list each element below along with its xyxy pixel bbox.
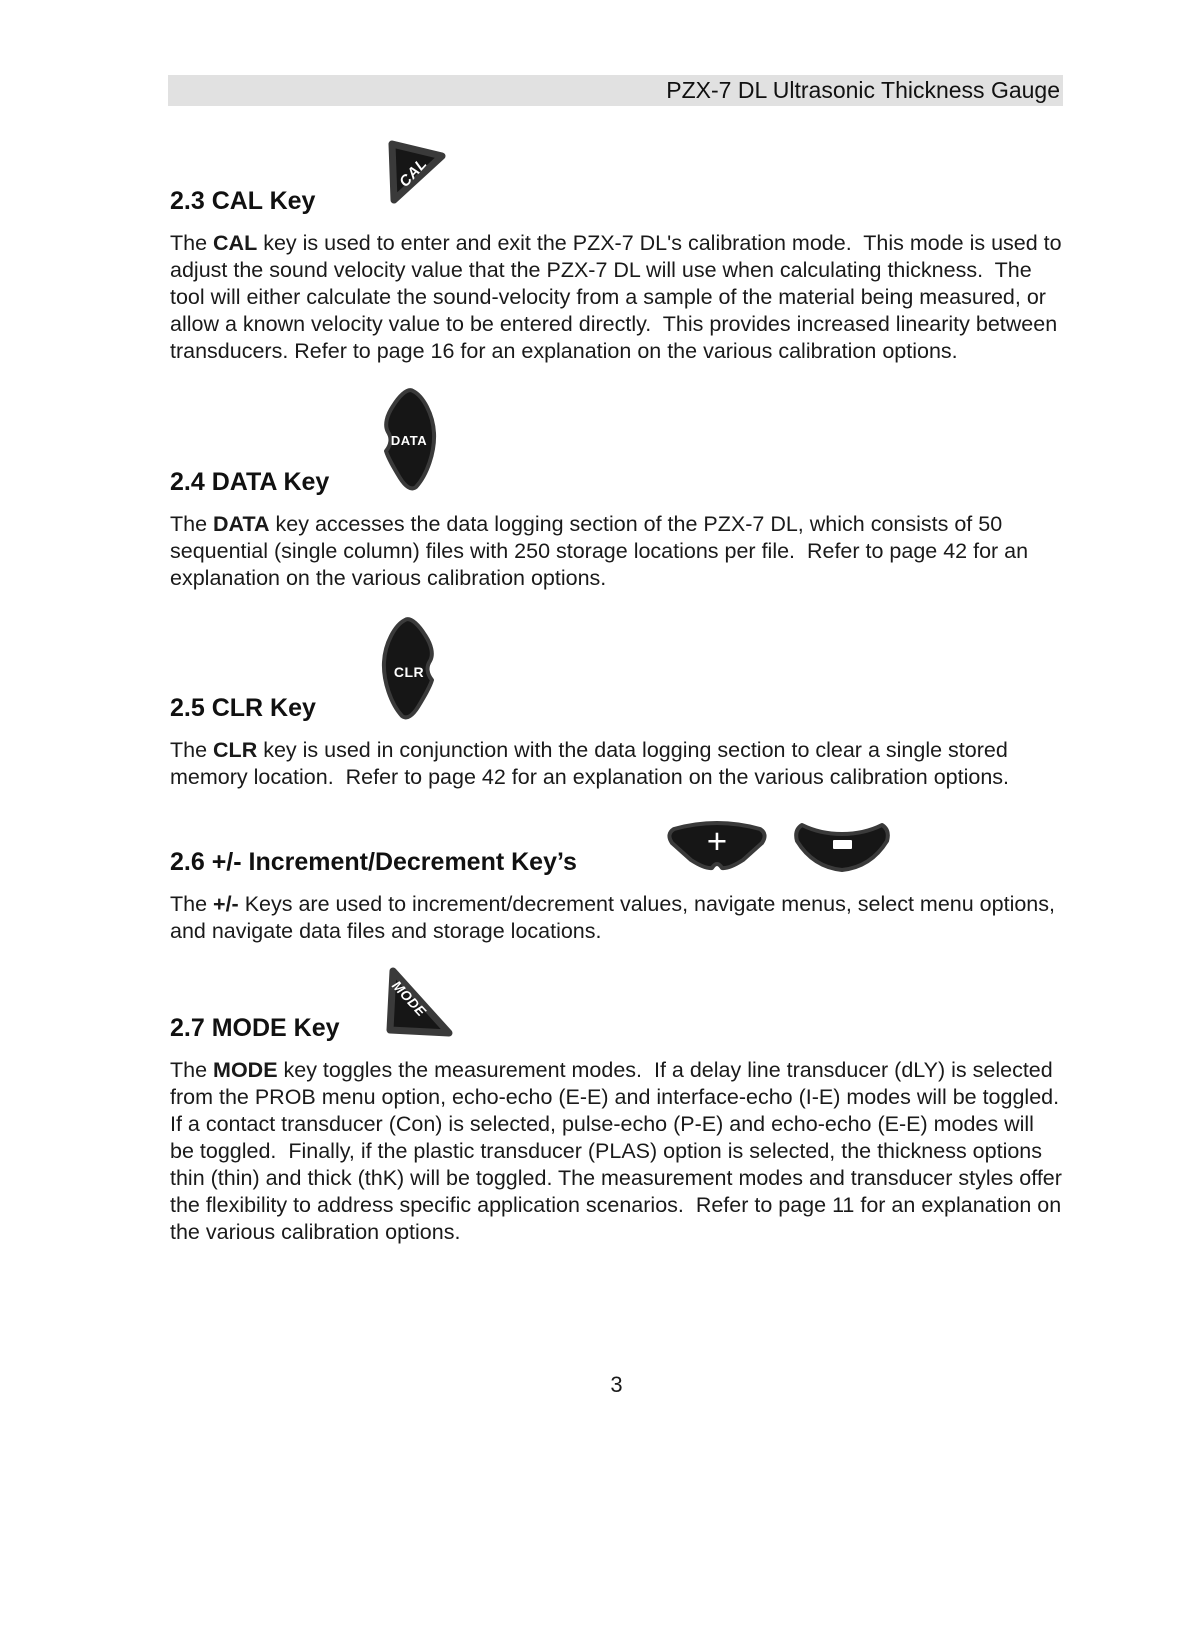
minus-key-shape (792, 817, 892, 873)
data-key-label: DATA (390, 433, 428, 448)
key-term-bold: DATA (213, 512, 270, 536)
paragraph-lead: The (170, 512, 214, 536)
section-heading: 2.7 MODE Key (170, 1014, 340, 1042)
section-cal-key (170, 136, 1068, 365)
section-data-key (170, 388, 1063, 592)
cal-key-icon (385, 137, 449, 207)
clr-key-icon (378, 616, 440, 720)
paragraph-text: Keys are used to increment/decrement values, navigate menus, select menu options, and navigate data files and storage locations. (170, 892, 1061, 943)
paragraph-lead: The (170, 1058, 214, 1082)
section-heading: 2.5 CLR Key (170, 694, 316, 722)
clr-key-label: CLR (393, 664, 425, 680)
section-heading: 2.6 +/- Increment/Decrement Key’s (170, 848, 577, 876)
minus-key-icon (792, 817, 892, 873)
section-paragraph (170, 511, 1063, 592)
key-term-bold: +/- (213, 892, 239, 916)
key-term-bold: CAL (213, 231, 258, 255)
minus-glyph (833, 840, 852, 849)
paragraph-text: key is used to enter and exit the PZX-7 DL's calibration mode. This mode is used to adjust the sound velocity value that the PZX-7 DL will use when calculating thickness. The tool will either calculate the sound-velocity from a sample of the material being measured, or allow a known velocity value to be entered directly. This provides increased linearity between transducers. Refer to page 16 for an explanation on the various calibration options. (170, 231, 1068, 363)
header-title: PZX-7 DL Ultrasonic Thickness Gauge (666, 77, 1060, 103)
section-heading: 2.4 DATA Key (170, 468, 330, 496)
paragraph-text: key toggles the measurement modes. If a delay line transducer (dLY) is selected from the PROB menu option, echo-echo (E-E) and interface-echo (I-E) modes will be toggled. If a contact transducer (Con) is selected, pulse-echo (P-E) and echo-echo (E-E) modes will be toggled. Finally, if the plastic transducer (PLAS) option is selected, the thickness options thin (thin) and thick (thK) will be toggled. The measurement modes and transducer styles offer the flexibility to address specific application scenarios. Refer to page 11 for an explanation on the various calibration options. (170, 1058, 1072, 1244)
section-incdec-heading-row (170, 815, 1063, 877)
paragraph-lead: The (170, 231, 214, 255)
section-paragraph (170, 1057, 1072, 1246)
section-mode-heading-row (170, 963, 1063, 1043)
paragraph-text: key accesses the data logging section of the PZX-7 DL, which consists of 50 sequential (single column) files with 250 storage locations per file. Refer to page 42 for an explanation on the various calibration options. (170, 512, 1035, 590)
data-key-icon (378, 388, 440, 491)
paragraph-text: key is used in conjunction with the data logging section to clear a single stored memory location. Refer to page 42 for an explanation on the various calibration options. (170, 738, 1014, 789)
page-number: 3 (610, 1372, 623, 1397)
section-increment-decrement-keys (170, 815, 1063, 945)
page-footer (170, 1372, 1063, 1398)
page-content (0, 136, 1072, 1398)
section-paragraph (170, 891, 1063, 945)
plus-key-label: + (706, 822, 728, 861)
section-cal-heading-row (170, 136, 1063, 216)
mode-key-icon (385, 965, 455, 1038)
section-heading: 2.3 CAL Key (170, 187, 316, 215)
section-clr-key (170, 613, 1063, 791)
section-data-heading-row (170, 388, 1063, 497)
section-clr-heading-row (170, 613, 1063, 723)
paragraph-lead: The (170, 892, 214, 916)
minus-key-label (792, 873, 793, 874)
key-term-bold: MODE (213, 1058, 278, 1082)
section-paragraph (170, 230, 1068, 365)
paragraph-lead: The (170, 738, 214, 762)
plus-key-icon (665, 815, 769, 873)
mode-key-label: MODE (389, 978, 429, 1020)
cal-key-label: CAL (396, 155, 431, 191)
key-term-bold: CLR (213, 738, 258, 762)
page-header (168, 75, 1063, 106)
section-mode-key (170, 963, 1072, 1246)
section-paragraph (170, 737, 1063, 791)
